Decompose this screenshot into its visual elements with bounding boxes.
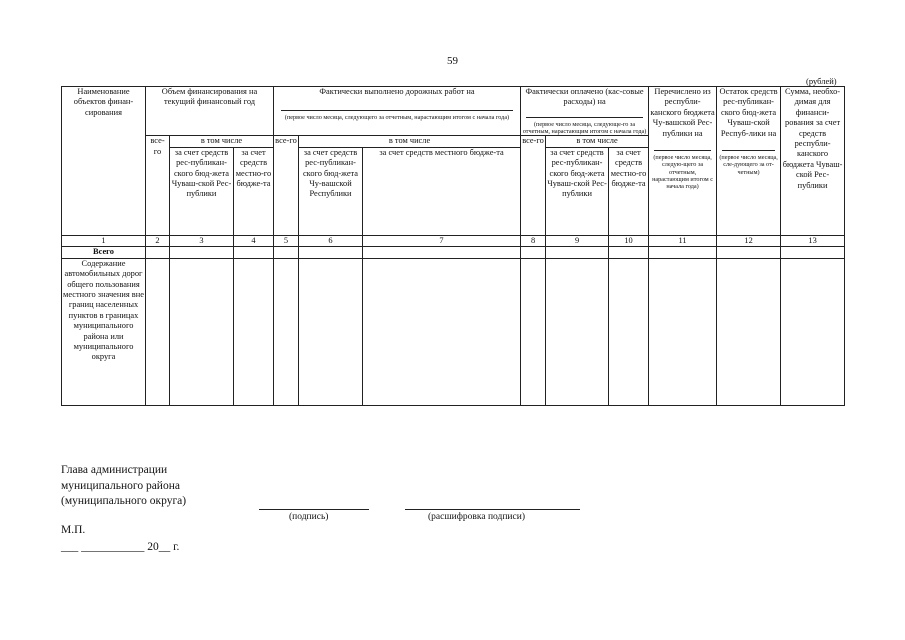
- table-cell[interactable]: [170, 258, 234, 405]
- signature-decoding-line[interactable]: [405, 509, 580, 510]
- signature-title-line3: (муниципального округа): [61, 495, 187, 507]
- table-cell[interactable]: [521, 258, 546, 405]
- table-row: [62, 246, 845, 258]
- header-work-done: [274, 87, 521, 136]
- signature-caption: (подпись): [289, 512, 329, 522]
- col-number: 12: [717, 235, 781, 246]
- header-budget-volume: Объем финансирования на текущий финансовый год: [146, 87, 274, 136]
- header-rep-budget-6: за счет средств рес-публикан-ского бюд-жета Чу-вашской Республики: [299, 147, 363, 235]
- table-row: [62, 258, 845, 405]
- header-including: в том числе: [170, 136, 274, 147]
- header-paid-note: (первое число месяца, следующе-го за отчетным, нарастающим итогом с начала года): [522, 120, 647, 136]
- col-number: 4: [234, 235, 274, 246]
- col-number: 7: [363, 235, 521, 246]
- table-cell[interactable]: [781, 258, 845, 405]
- header-local-budget-10: за счет средств местно-го бюдже-та: [609, 147, 649, 235]
- signature-title-line1: Глава администрации: [61, 464, 168, 476]
- header-remainder-label: Остаток средств рес-публикан-ского бюд-жета Чуваш-ской Респуб-лики на: [719, 87, 778, 138]
- table-cell[interactable]: [234, 246, 274, 258]
- header-name-objects: Наименование объектов финан-сирования: [62, 87, 146, 236]
- table-cell[interactable]: [521, 246, 546, 258]
- header-total-5: все-го: [274, 136, 299, 235]
- stamp-place: М.П.: [61, 524, 86, 536]
- col-number: 11: [649, 235, 717, 246]
- table-cell[interactable]: [274, 258, 299, 405]
- header-including: в том числе: [546, 136, 649, 147]
- header-local-budget-4: за счет средств местно-го бюдже-та: [234, 147, 274, 235]
- header-required-sum: Сумма, необхо-димая для финанси-рования за счет средств республи-канского бюджета Чуваш-ской Рес-публики: [781, 87, 845, 236]
- header-paid-label: Фактически оплачено (кас-совые расходы) на: [525, 87, 644, 107]
- header-rep-budget-3: за счет средств рес-публикан-ского бюд-жета Чуваш-ской Рес-публики: [170, 147, 234, 235]
- date-line: [526, 117, 643, 118]
- header-transferred-label: Перечислено из республи-канского бюджета Чу-вашской Рес-публики на: [650, 87, 715, 138]
- header-work-done-note: (первое число месяца, следующего за отчетным, нарастающим итогом с начала года): [284, 114, 510, 122]
- signature-title-line2: муниципального района: [61, 479, 180, 492]
- date-field[interactable]: ___ ___________ 20__ г.: [61, 541, 180, 553]
- header-work-done-label: Фактически выполнено дорожных работ на: [319, 87, 475, 96]
- col-number: 8: [521, 235, 546, 246]
- col-number: 6: [299, 235, 363, 246]
- table-cell[interactable]: [170, 246, 234, 258]
- table-cell[interactable]: [609, 246, 649, 258]
- col-number: 10: [609, 235, 649, 246]
- table-cell[interactable]: [717, 246, 781, 258]
- col-number: 3: [170, 235, 234, 246]
- date-line: [722, 150, 775, 151]
- table-cell[interactable]: [717, 258, 781, 405]
- signature-block: [61, 463, 186, 510]
- table-cell[interactable]: [363, 258, 521, 405]
- col-number: 2: [146, 235, 170, 246]
- header-total-2: все-го: [146, 136, 170, 235]
- header-including: в том числе: [299, 136, 521, 147]
- signature-line[interactable]: [259, 509, 369, 510]
- date-line: [281, 110, 513, 111]
- table-cell[interactable]: [649, 258, 717, 405]
- header-rep-budget-9: за счет средств рес-публикан-ского бюд-жета Чуваш-ской Рес-публики: [546, 147, 609, 235]
- header-remainder: [717, 87, 781, 236]
- column-numbers-row: [62, 235, 845, 246]
- header-transferred: [649, 87, 717, 236]
- table-cell[interactable]: [274, 246, 299, 258]
- table-cell[interactable]: [609, 258, 649, 405]
- table-cell[interactable]: [234, 258, 274, 405]
- col-number: 9: [546, 235, 609, 246]
- header-transferred-note: (первое число месяца, следую-щего за отчетным, нарастающим итогом с начала года): [652, 154, 714, 191]
- table-cell[interactable]: [299, 258, 363, 405]
- header-local-budget-7: за счет средств местного бюдже-та: [363, 147, 521, 235]
- table-cell[interactable]: [146, 246, 170, 258]
- date-line: [654, 150, 711, 151]
- units-label: (рублей): [806, 76, 837, 86]
- table-cell[interactable]: [546, 246, 609, 258]
- header-remainder-note: (первое число месяца, сле-дующего за от-четным): [719, 154, 778, 176]
- col-number: 13: [781, 235, 845, 246]
- item-label: Содержание автомобильных дорог общего пользования местного значения вне границ населенных пунктов в границах муниципального района или муниципального округа: [62, 258, 146, 405]
- table-cell[interactable]: [299, 246, 363, 258]
- signature-decoding-caption: (расшифровка подписи): [428, 512, 525, 522]
- header-paid: [521, 87, 649, 136]
- table-cell[interactable]: [781, 246, 845, 258]
- table-cell[interactable]: [363, 246, 521, 258]
- header-total-8: все-го: [521, 136, 546, 235]
- total-label: Всего: [62, 246, 146, 258]
- page-number: 59: [447, 55, 458, 67]
- col-number: 1: [62, 235, 146, 246]
- table-cell[interactable]: [649, 246, 717, 258]
- report-table: [61, 86, 845, 406]
- col-number: 5: [274, 235, 299, 246]
- table-cell[interactable]: [146, 258, 170, 405]
- table-cell[interactable]: [546, 258, 609, 405]
